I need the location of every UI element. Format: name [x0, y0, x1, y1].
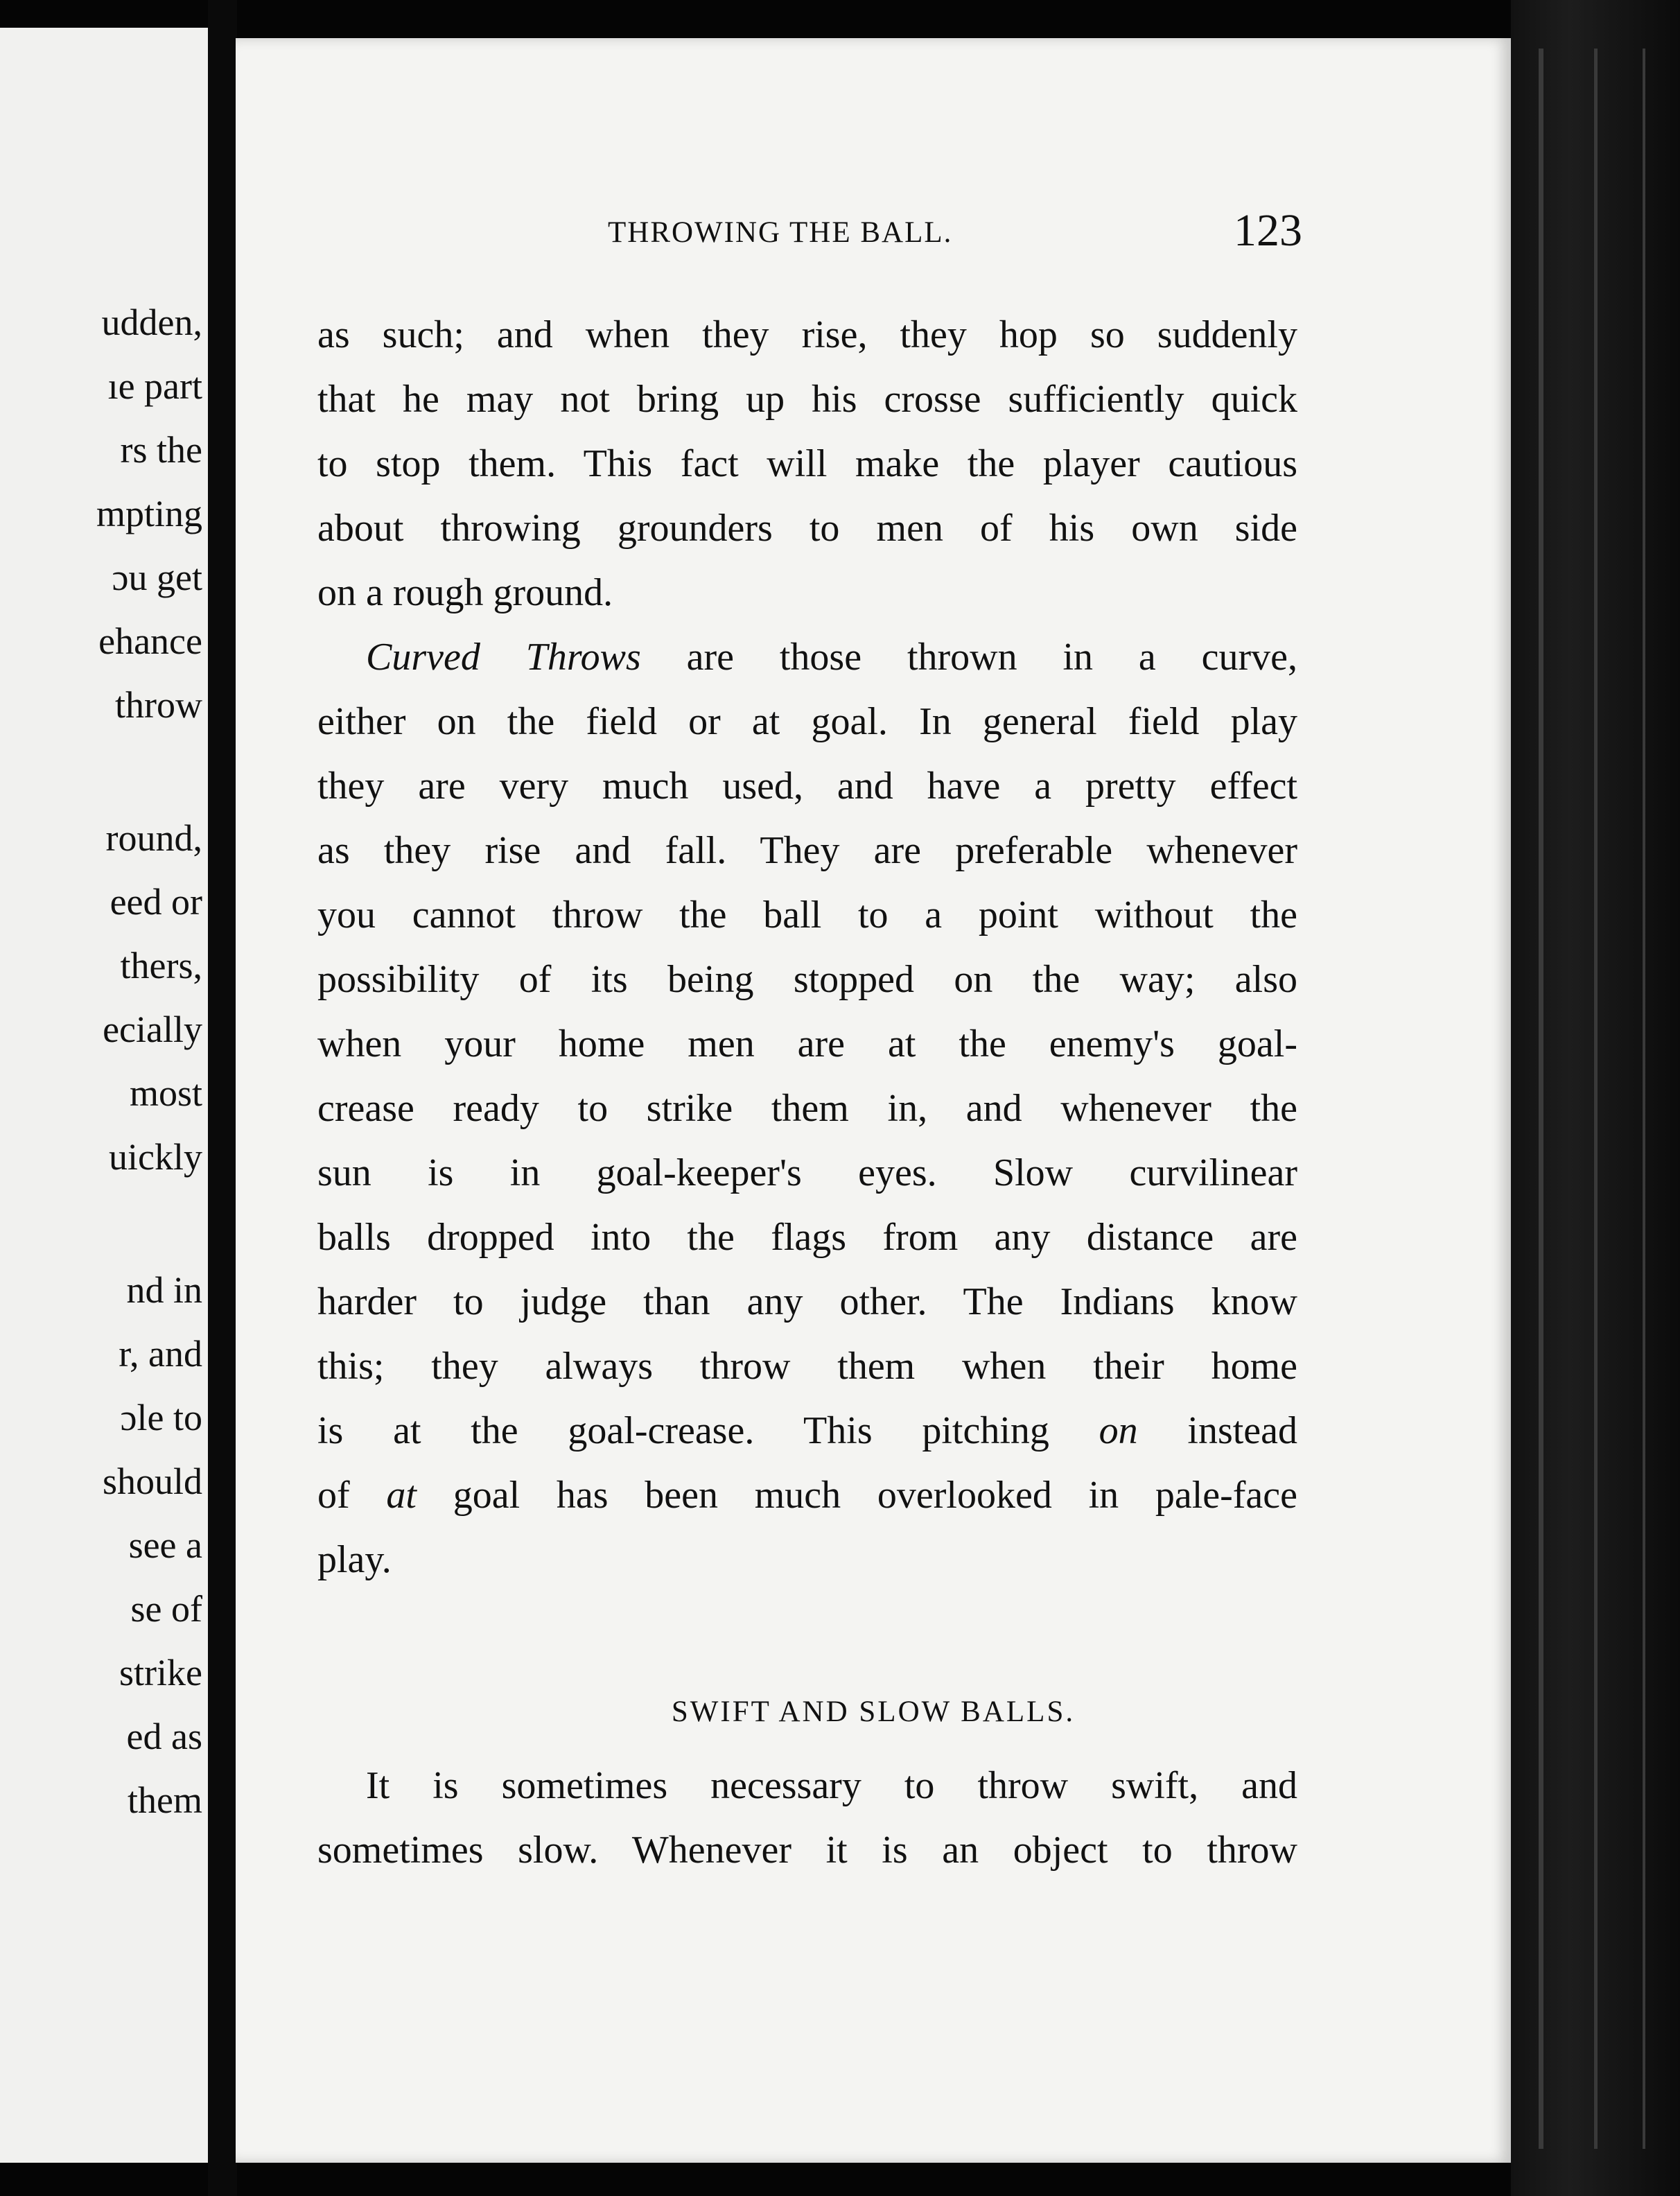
- left-page-line: ɔu get: [112, 557, 202, 598]
- body-text: goal has been much overlooked in pale-face: [416, 1474, 1298, 1517]
- left-page-line: udden,: [101, 302, 202, 343]
- left-page-line: uickly: [109, 1136, 202, 1178]
- running-head: THROWING THE BALL.: [608, 216, 953, 249]
- body-line: they are very much used, and have a pretty effect: [317, 765, 1297, 808]
- body-line: sometimes slow. Whenever it is an object to throw: [317, 1829, 1297, 1872]
- book-gutter: [208, 0, 237, 2196]
- page-edge-stripe: [1594, 49, 1598, 2149]
- left-page-line: them: [128, 1779, 202, 1821]
- body-line: when your home men are at the enemy's goal-: [317, 1022, 1297, 1065]
- body-line: that he may not bring up his crosse sufficiently quick: [317, 378, 1297, 421]
- body-line: sun is in goal-keeper's eyes. Slow curvilinear: [317, 1151, 1297, 1194]
- body-text: are those thrown in a curve,: [640, 636, 1298, 679]
- body-line: [317, 1476, 1297, 1515]
- left-page-line: most: [129, 1072, 202, 1114]
- body-line: [317, 1411, 1297, 1450]
- body-line: crease ready to strike them in, and whenever the: [317, 1087, 1297, 1130]
- left-page-line: strike: [119, 1652, 202, 1693]
- page-edge-stripe: [1643, 49, 1645, 2149]
- left-page-line: ed as: [126, 1716, 202, 1757]
- body-line: this; they always throw them when their home: [317, 1345, 1297, 1388]
- body-line: you cannot throw the ball to a point without the: [317, 894, 1297, 936]
- body-line: as such; and when they rise, they hop so suddenly: [317, 313, 1297, 356]
- body-line: about throwing grounders to men of his own side: [317, 507, 1297, 550]
- left-page-line: ehance: [98, 620, 202, 662]
- body-line: [366, 638, 1297, 677]
- left-page-line: rs the: [120, 429, 202, 471]
- left-page-line: nd in: [126, 1269, 202, 1311]
- body-line: play.: [317, 1538, 392, 1581]
- left-page-line: ecially: [103, 1009, 202, 1050]
- body-line: It is sometimes necessary to throw swift, and: [366, 1764, 1297, 1807]
- body-text: of: [317, 1474, 387, 1517]
- left-page-line: throw: [115, 684, 202, 726]
- body-line: either on the field or at goal. In general field play: [317, 700, 1297, 743]
- body-line: harder to judge than any other. The Indians know: [317, 1280, 1297, 1323]
- section-heading: SWIFT AND SLOW BALLS.: [671, 1696, 1076, 1728]
- body-line: balls dropped into the flags from any distance are: [317, 1216, 1297, 1259]
- right-page: [236, 38, 1511, 2163]
- left-page-line: se of: [130, 1588, 202, 1630]
- book-edge: [1511, 0, 1680, 2196]
- left-page-line: see a: [128, 1524, 202, 1566]
- page-edge-stripe: [1539, 49, 1543, 2149]
- left-page-line: round,: [105, 817, 202, 859]
- left-page-line: r, and: [119, 1333, 202, 1375]
- left-page-line: ɔle to: [120, 1397, 202, 1438]
- body-line: as they rise and fall. They are preferable whenever: [317, 829, 1297, 872]
- italic-word: at: [386, 1474, 417, 1517]
- left-page-line: should: [102, 1461, 202, 1502]
- body-line: on a rough ground.: [317, 571, 613, 614]
- body-line: to stop them. This fact will make the player cautious: [317, 442, 1297, 485]
- left-page-fragment: [0, 28, 208, 2163]
- italic-word: on: [1099, 1409, 1138, 1452]
- left-page-line: eed or: [110, 881, 202, 923]
- left-page-line: ıe part: [107, 365, 202, 407]
- italic-term: Curved Throws: [366, 636, 641, 679]
- page-number: 123: [1234, 205, 1302, 256]
- left-page-line: mpting: [96, 493, 202, 534]
- body-text: instead: [1137, 1409, 1298, 1452]
- body-line: possibility of its being stopped on the way; also: [317, 958, 1297, 1001]
- body-text: is at the goal-crease. This pitching: [317, 1409, 1099, 1452]
- left-page-line: thers,: [120, 945, 202, 986]
